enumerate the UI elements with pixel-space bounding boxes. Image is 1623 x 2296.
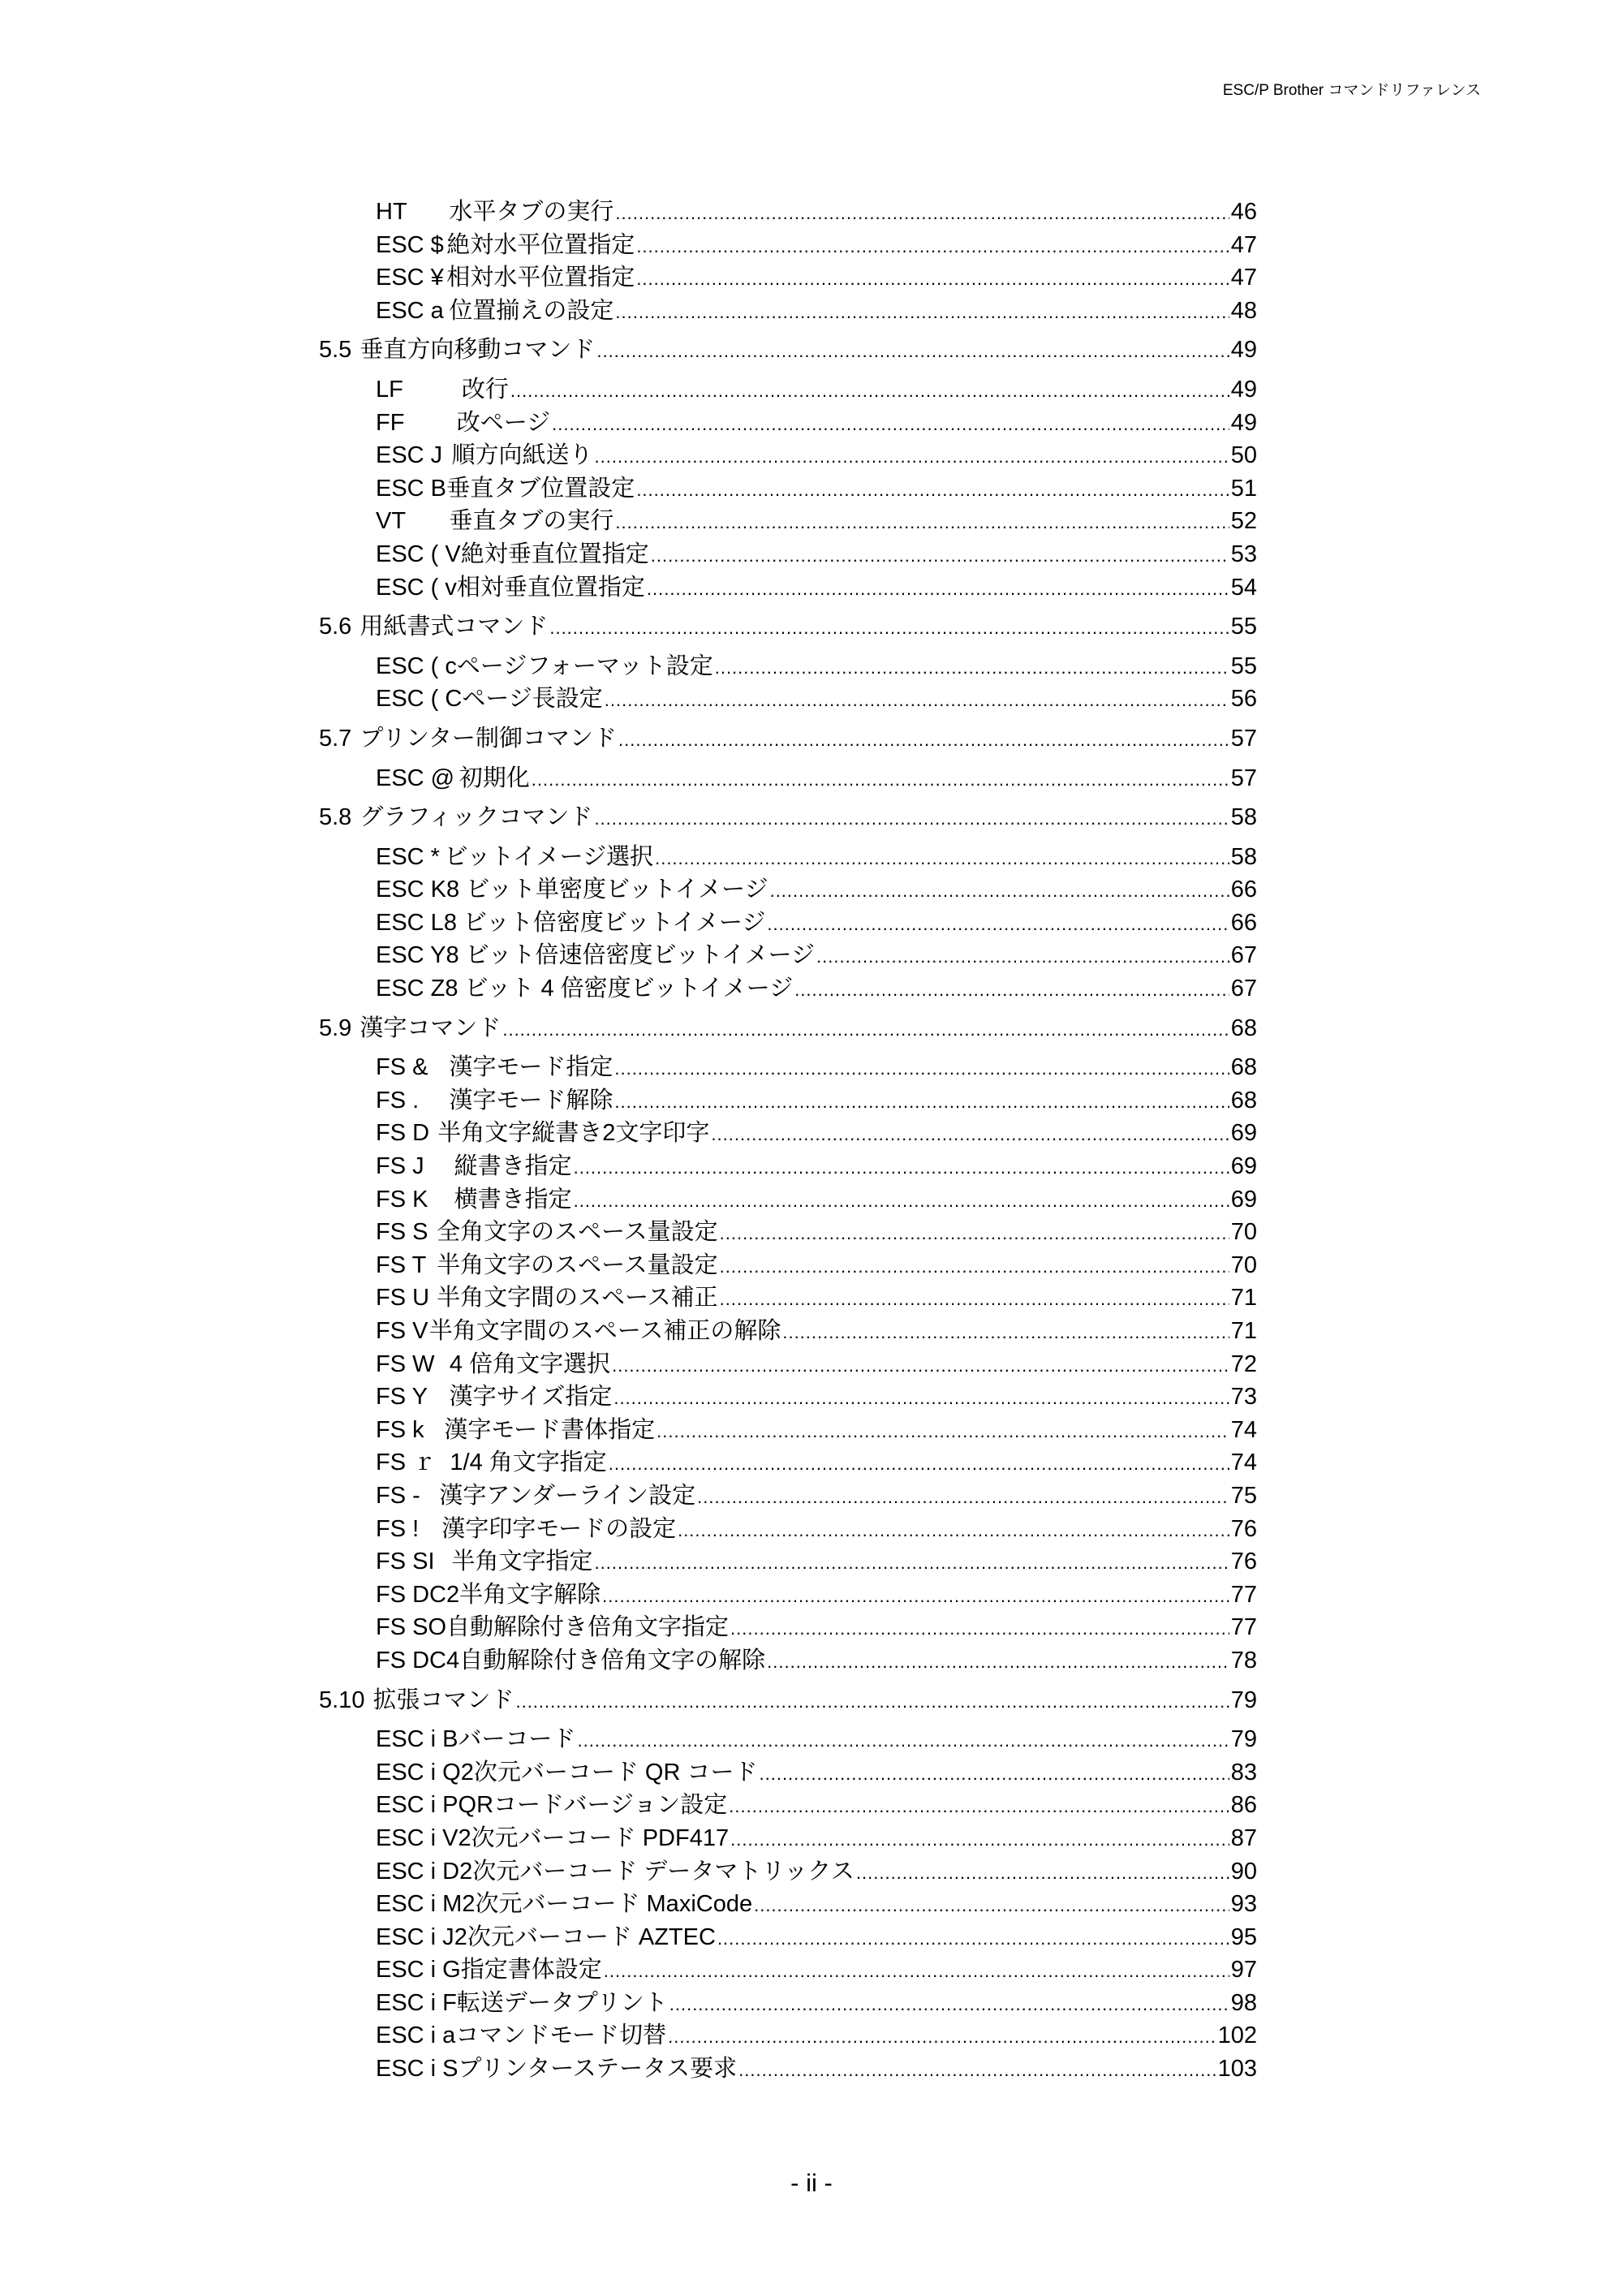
command-code: ESC i S [376, 2056, 458, 2083]
toc-page-number: 68 [1230, 1087, 1257, 1114]
toc-page-number: 66 [1230, 877, 1257, 903]
dot-leader [730, 1824, 1229, 1857]
toc-title: 絶対垂直位置指定 [460, 541, 649, 567]
toc-page-number: 74 [1230, 1450, 1257, 1476]
dot-leader [615, 506, 1229, 540]
dot-leader [614, 1086, 1229, 1119]
command-code: FS D [376, 1120, 430, 1147]
command-code: FS - [376, 1482, 420, 1509]
toc-title: ビットイメージ選択 [444, 843, 654, 870]
dot-leader [605, 684, 1229, 717]
toc-entry-row[interactable] [319, 1644, 1257, 1678]
toc-title: ページ長設定 [462, 686, 603, 713]
command-code: FS DC2 [376, 1581, 460, 1608]
command-code: ESC ( C [376, 686, 463, 713]
toc-title: 2次元バーコード AZTEC [454, 1923, 716, 1950]
toc-section-row[interactable] [319, 334, 1257, 367]
dot-leader [668, 2021, 1216, 2054]
toc-entry-row[interactable] [319, 1855, 1257, 1889]
toc-title: 指定書体設定 [460, 1957, 602, 1984]
toc-page-number: 87 [1230, 1824, 1257, 1851]
toc-entry-row[interactable] [319, 1480, 1257, 1513]
toc-title: 8 ビット倍速倍密度ビットイメージ [446, 942, 816, 969]
toc-title: 位置揃えの設定 [449, 297, 614, 324]
command-code: ESC i D [376, 1858, 460, 1885]
toc-title: 4 倍角文字選択 [449, 1350, 611, 1377]
toc-page-number: 97 [1230, 1957, 1257, 1984]
toc-page-number: 56 [1230, 686, 1257, 713]
command-code: ESC $ [376, 231, 444, 258]
toc-entry-row[interactable] [319, 1216, 1257, 1249]
command-code: FS W [376, 1350, 435, 1377]
toc-title: プリンター制御コマンド [359, 725, 618, 752]
toc-page-number: 66 [1230, 909, 1257, 936]
command-code: ESC i a [376, 2022, 456, 2049]
toc-page-number: 71 [1230, 1285, 1257, 1312]
toc-title: 垂直方向移動コマンド [359, 337, 596, 364]
command-code: ESC K [376, 877, 447, 903]
dot-leader [816, 941, 1229, 974]
command-code: ESC i B [376, 1726, 458, 1753]
table-of-contents [319, 196, 1257, 2086]
toc-page-number: 68 [1230, 1014, 1257, 1041]
toc-page-number: 98 [1230, 1989, 1257, 2016]
toc-entry-row[interactable] [319, 907, 1257, 940]
toc-title: バーコード [458, 1726, 576, 1753]
dot-leader [717, 1923, 1229, 1956]
toc-title: 2次元バーコード QR コード [460, 1759, 758, 1786]
command-code: ESC ¥ [376, 265, 444, 291]
toc-page-number: 103 [1217, 2056, 1257, 2083]
toc-page-number: 75 [1230, 1482, 1257, 1509]
toc-page-number: 86 [1230, 1792, 1257, 1819]
command-code: ESC * [376, 843, 440, 870]
toc-title: 横書き指定 [454, 1186, 572, 1213]
toc-title: 2次元バーコード データマトリックス [459, 1858, 855, 1885]
toc-entry-row[interactable] [319, 1117, 1257, 1150]
toc-title: 半角文字縦書き2文字印字 [437, 1120, 710, 1147]
dot-leader [729, 1790, 1229, 1824]
dot-leader [549, 612, 1229, 645]
toc-title: 用紙書式コマンド [359, 614, 549, 640]
command-code: HT [376, 199, 407, 225]
dot-leader [711, 1118, 1229, 1152]
dot-leader [730, 1613, 1229, 1646]
toc-entry-row[interactable] [319, 1954, 1257, 1987]
toc-entry-row[interactable] [319, 571, 1257, 605]
toc-page-number: 70 [1230, 1219, 1257, 1246]
section-number: 5.6 [319, 614, 352, 640]
command-code: ESC J [376, 442, 443, 469]
toc-title: 半角文字指定 [451, 1549, 593, 1575]
toc-title: プリンターステータス要求 [458, 2056, 738, 2083]
command-code: ESC @ [376, 765, 455, 791]
toc-title: 8 ビット倍密度ビットイメージ [443, 909, 766, 936]
command-code: FS ｒ [376, 1450, 437, 1476]
command-code: ESC ( v [376, 574, 457, 601]
toc-page-number: 77 [1230, 1614, 1257, 1641]
dot-leader [609, 1448, 1229, 1481]
dot-leader [510, 375, 1229, 408]
command-code: FS K [376, 1186, 428, 1213]
toc-entry-row[interactable] [319, 1414, 1257, 1447]
toc-entry-row[interactable] [319, 972, 1257, 1006]
toc-page-number: 76 [1230, 1515, 1257, 1542]
command-code: ESC Z [376, 976, 446, 1002]
dot-leader [636, 474, 1229, 507]
toc-entry-row[interactable] [319, 1348, 1257, 1381]
section-number: 5.10 [319, 1686, 365, 1713]
dot-leader [615, 197, 1229, 230]
toc-entry-row[interactable] [319, 841, 1257, 874]
dot-leader [612, 1350, 1229, 1383]
running-header: ESC/P Brother コマンドリファレンス [1222, 82, 1481, 99]
toc-page-number: 52 [1230, 508, 1257, 535]
dot-leader [636, 263, 1229, 296]
dot-leader [604, 1955, 1229, 1988]
toc-entry-row[interactable] [319, 1315, 1257, 1348]
command-code: LF [376, 376, 403, 403]
toc-page-number: 70 [1230, 1251, 1257, 1278]
dot-leader [678, 1514, 1229, 1548]
toc-title: 漢字サイズ指定 [449, 1384, 613, 1411]
toc-entry-row[interactable] [319, 2053, 1257, 2086]
toc-entry-row[interactable] [319, 650, 1257, 683]
command-code: FS J [376, 1153, 424, 1180]
toc-title: 拡張コマンド [372, 1686, 514, 1713]
toc-entry-row[interactable] [319, 1579, 1257, 1612]
command-code: ESC B [376, 475, 447, 502]
toc-title: QRコードバージョン設定 [458, 1792, 728, 1819]
dot-leader [794, 974, 1229, 1007]
toc-entry-row[interactable] [319, 1987, 1257, 2020]
toc-entry-row[interactable] [319, 1888, 1257, 1921]
dot-leader [515, 1686, 1229, 1719]
dot-leader [595, 441, 1229, 474]
toc-entry-row[interactable] [319, 1545, 1257, 1579]
section-number: 5.5 [319, 337, 352, 364]
toc-entry-row[interactable] [319, 939, 1257, 972]
toc-title: 8 ビット 4 倍密度ビットイメージ [445, 976, 794, 1002]
dot-leader [578, 1725, 1229, 1758]
toc-page-number: 83 [1230, 1759, 1257, 1786]
toc-section-row[interactable] [319, 1684, 1257, 1717]
dot-leader [574, 1185, 1229, 1218]
dot-leader [636, 230, 1229, 264]
toc-page-number: 53 [1230, 541, 1257, 567]
dot-leader [697, 1481, 1229, 1514]
dot-leader [596, 335, 1229, 368]
command-code: FS SI [376, 1549, 435, 1575]
page-number: - ii - [790, 2169, 833, 2197]
toc-entry-row[interactable] [319, 295, 1257, 328]
toc-title: 自動解除付き倍角文字指定 [446, 1614, 730, 1641]
toc-page-number: 78 [1230, 1647, 1257, 1674]
toc-entry-row[interactable] [319, 762, 1257, 795]
toc-title: 絶対水平位置指定 [446, 231, 635, 258]
toc-entry-row[interactable] [319, 261, 1257, 295]
dot-leader [770, 875, 1229, 908]
toc-title: 8 ビット単密度ビットイメージ [446, 877, 768, 903]
dot-leader [760, 1758, 1229, 1791]
toc-title: 1/4 角文字指定 [450, 1450, 607, 1476]
toc-page-number: 57 [1230, 765, 1257, 791]
command-code: FS U [376, 1285, 430, 1312]
toc-page-number: 47 [1230, 265, 1257, 291]
toc-entry-row[interactable] [319, 1611, 1257, 1644]
dot-leader [782, 1316, 1229, 1350]
toc-page-number: 50 [1230, 442, 1257, 469]
toc-title: 半角文字間のスペース補正 [437, 1285, 718, 1312]
toc-page-number: 58 [1230, 804, 1257, 831]
toc-page-number: 95 [1230, 1923, 1257, 1950]
toc-title: 漢字モード指定 [449, 1054, 613, 1081]
toc-title: 半角文字解除 [459, 1581, 601, 1608]
toc-entry-row[interactable] [319, 196, 1257, 229]
toc-entry-row[interactable] [319, 1723, 1257, 1756]
toc-page-number: 51 [1230, 475, 1257, 502]
toc-page-number: 79 [1230, 1726, 1257, 1753]
dot-leader [595, 1547, 1229, 1580]
dot-leader [720, 1283, 1229, 1316]
command-code: ESC L [376, 909, 444, 936]
command-code: ESC i M [376, 1891, 463, 1918]
toc-title: ページフォーマット設定 [456, 653, 713, 679]
toc-entry-row[interactable] [319, 1513, 1257, 1546]
section-number: 5.8 [319, 804, 352, 831]
toc-title: 相対水平位置指定 [446, 265, 635, 291]
toc-title: コマンドモード切替 [455, 2022, 667, 2049]
toc-section-row[interactable] [319, 1012, 1257, 1045]
dot-leader [594, 803, 1229, 836]
toc-page-number: 57 [1230, 725, 1257, 752]
dot-leader [767, 1646, 1229, 1679]
toc-title: 初期化 [458, 765, 530, 791]
command-code: ESC ( V [376, 541, 461, 567]
dot-leader [655, 842, 1229, 876]
toc-entry-row[interactable] [319, 873, 1257, 907]
command-code: VT [376, 508, 407, 535]
toc-title: 垂直タブ位置設定 [446, 475, 635, 502]
toc-page-number: 47 [1230, 231, 1257, 258]
toc-title: 自動解除付き倍角文字の解除 [459, 1647, 766, 1674]
command-code: ESC Y [376, 942, 446, 969]
toc-entry-row[interactable] [319, 472, 1257, 506]
toc-page-number: 58 [1230, 843, 1257, 870]
dot-leader [651, 540, 1229, 573]
toc-page-number: 72 [1230, 1350, 1257, 1377]
toc-page-number: 69 [1230, 1186, 1257, 1213]
toc-entry-row[interactable] [319, 1084, 1257, 1118]
toc-entry-row[interactable] [319, 2019, 1257, 2053]
toc-title: 半角文字間のスペース補正の解除 [428, 1318, 781, 1344]
toc-page-number: 49 [1230, 409, 1257, 436]
toc-title: 2次元バーコード MaxiCode [462, 1891, 753, 1918]
toc-page-number: 69 [1230, 1153, 1257, 1180]
command-code: FS S [376, 1219, 428, 1246]
command-code: ESC i Q [376, 1759, 461, 1786]
toc-entry-row[interactable] [319, 1249, 1257, 1282]
toc-title: 全角文字のスペース量設定 [437, 1219, 718, 1246]
toc-page-number: 49 [1230, 376, 1257, 403]
toc-title: 水平タブの実行 [449, 199, 614, 225]
toc-entry-row[interactable] [319, 373, 1257, 407]
toc-page-number: 79 [1230, 1686, 1257, 1713]
toc-title: 相対垂直位置指定 [456, 574, 645, 601]
toc-page-number: 55 [1230, 653, 1257, 679]
toc-page-number: 49 [1230, 337, 1257, 364]
command-code: ESC i F [376, 1989, 457, 2016]
toc-page-number: 71 [1230, 1318, 1257, 1344]
toc-entry-row[interactable] [319, 538, 1257, 571]
dot-leader [856, 1857, 1229, 1890]
command-code: ESC i P [376, 1792, 458, 1819]
toc-section-row[interactable] [319, 722, 1257, 756]
command-code: FS SO [376, 1614, 447, 1641]
dot-leader [767, 908, 1229, 941]
toc-title: 縦書き指定 [454, 1153, 572, 1180]
toc-page-number: 90 [1230, 1858, 1257, 1885]
toc-page-number: 55 [1230, 614, 1257, 640]
toc-page-number: 69 [1230, 1120, 1257, 1147]
toc-title: 漢字アンダーライン設定 [439, 1482, 696, 1509]
toc-title: グラフィックコマンド [359, 804, 593, 831]
dot-leader [720, 1251, 1229, 1284]
command-code: FF [376, 409, 405, 436]
dot-leader [613, 1382, 1229, 1415]
toc-entry-row[interactable] [319, 1051, 1257, 1084]
command-code: ESC i V [376, 1824, 458, 1851]
dot-leader [657, 1415, 1229, 1449]
dot-leader [715, 652, 1229, 685]
toc-page-number: 77 [1230, 1581, 1257, 1608]
toc-page-number: 48 [1230, 297, 1257, 324]
toc-page-number: 67 [1230, 942, 1257, 969]
toc-entry-row[interactable] [319, 683, 1257, 716]
toc-entry-row[interactable] [319, 1446, 1257, 1480]
toc-page-number: 68 [1230, 1054, 1257, 1081]
dot-leader [502, 1014, 1229, 1047]
toc-title: 改ページ [456, 409, 551, 436]
dot-leader [602, 1580, 1229, 1613]
toc-entry-row[interactable] [319, 1381, 1257, 1414]
dot-leader [647, 573, 1229, 606]
command-code: ESC a [376, 297, 444, 324]
command-code: FS ! [376, 1515, 420, 1542]
toc-entry-row[interactable] [319, 1789, 1257, 1822]
dot-leader [669, 1988, 1229, 2022]
toc-entry-row[interactable] [319, 1282, 1257, 1315]
toc-title: 転送データプリント [456, 1989, 668, 2016]
dot-leader [574, 1152, 1229, 1185]
toc-section-row[interactable] [319, 801, 1257, 834]
toc-page-number: 46 [1230, 199, 1257, 225]
toc-entry-row[interactable] [319, 1756, 1257, 1790]
command-code: FS k [376, 1416, 424, 1443]
command-code: FS Y [376, 1384, 428, 1411]
toc-title: 漢字モード解除 [449, 1087, 613, 1114]
toc-page-number: 74 [1230, 1416, 1257, 1443]
command-code: FS T [376, 1251, 427, 1278]
dot-leader [720, 1217, 1229, 1251]
toc-title: 漢字コマンド [359, 1014, 502, 1041]
command-code: ESC i G [376, 1957, 461, 1984]
toc-entry-row[interactable] [319, 439, 1257, 472]
section-number: 5.9 [319, 1014, 352, 1041]
command-code: FS V [376, 1318, 428, 1344]
toc-title: 改行 [461, 376, 509, 403]
command-code: ESC ( c [376, 653, 457, 679]
command-code: FS . [376, 1087, 420, 1114]
toc-title: 漢字モード書体指定 [444, 1416, 656, 1443]
section-number: 5.7 [319, 725, 352, 752]
toc-title: 垂直タブの実行 [449, 508, 614, 535]
toc-entry-row[interactable] [319, 1150, 1257, 1183]
toc-section-row[interactable] [319, 610, 1257, 644]
dot-leader [738, 2054, 1216, 2087]
toc-page-number: 73 [1230, 1384, 1257, 1411]
toc-title: 2次元バーコード PDF417 [458, 1824, 730, 1851]
toc-entry-row[interactable] [319, 407, 1257, 440]
dot-leader [614, 1053, 1229, 1086]
toc-entry-row[interactable] [319, 1822, 1257, 1855]
toc-page-number: 76 [1230, 1549, 1257, 1575]
dot-leader [754, 1889, 1229, 1923]
dot-leader [552, 408, 1229, 442]
toc-entry-row[interactable] [319, 1921, 1257, 1954]
toc-title: 順方向紙送り [451, 442, 593, 469]
command-code: FS & [376, 1054, 428, 1081]
dot-leader [532, 764, 1229, 797]
command-code: FS DC4 [376, 1647, 460, 1674]
toc-entry-row[interactable] [319, 229, 1257, 262]
dot-leader [615, 296, 1229, 330]
toc-page-number: 102 [1217, 2022, 1257, 2049]
toc-page-number: 54 [1230, 574, 1257, 601]
command-code: ESC i J [376, 1923, 454, 1950]
toc-page-number: 93 [1230, 1891, 1257, 1918]
dot-leader [618, 724, 1229, 757]
toc-page-number: 67 [1230, 976, 1257, 1002]
toc-entry-row[interactable] [319, 1183, 1257, 1217]
toc-entry-row[interactable] [319, 505, 1257, 538]
toc-title: 漢字印字モードの設定 [441, 1515, 677, 1542]
toc-title: 半角文字のスペース量設定 [437, 1251, 718, 1278]
